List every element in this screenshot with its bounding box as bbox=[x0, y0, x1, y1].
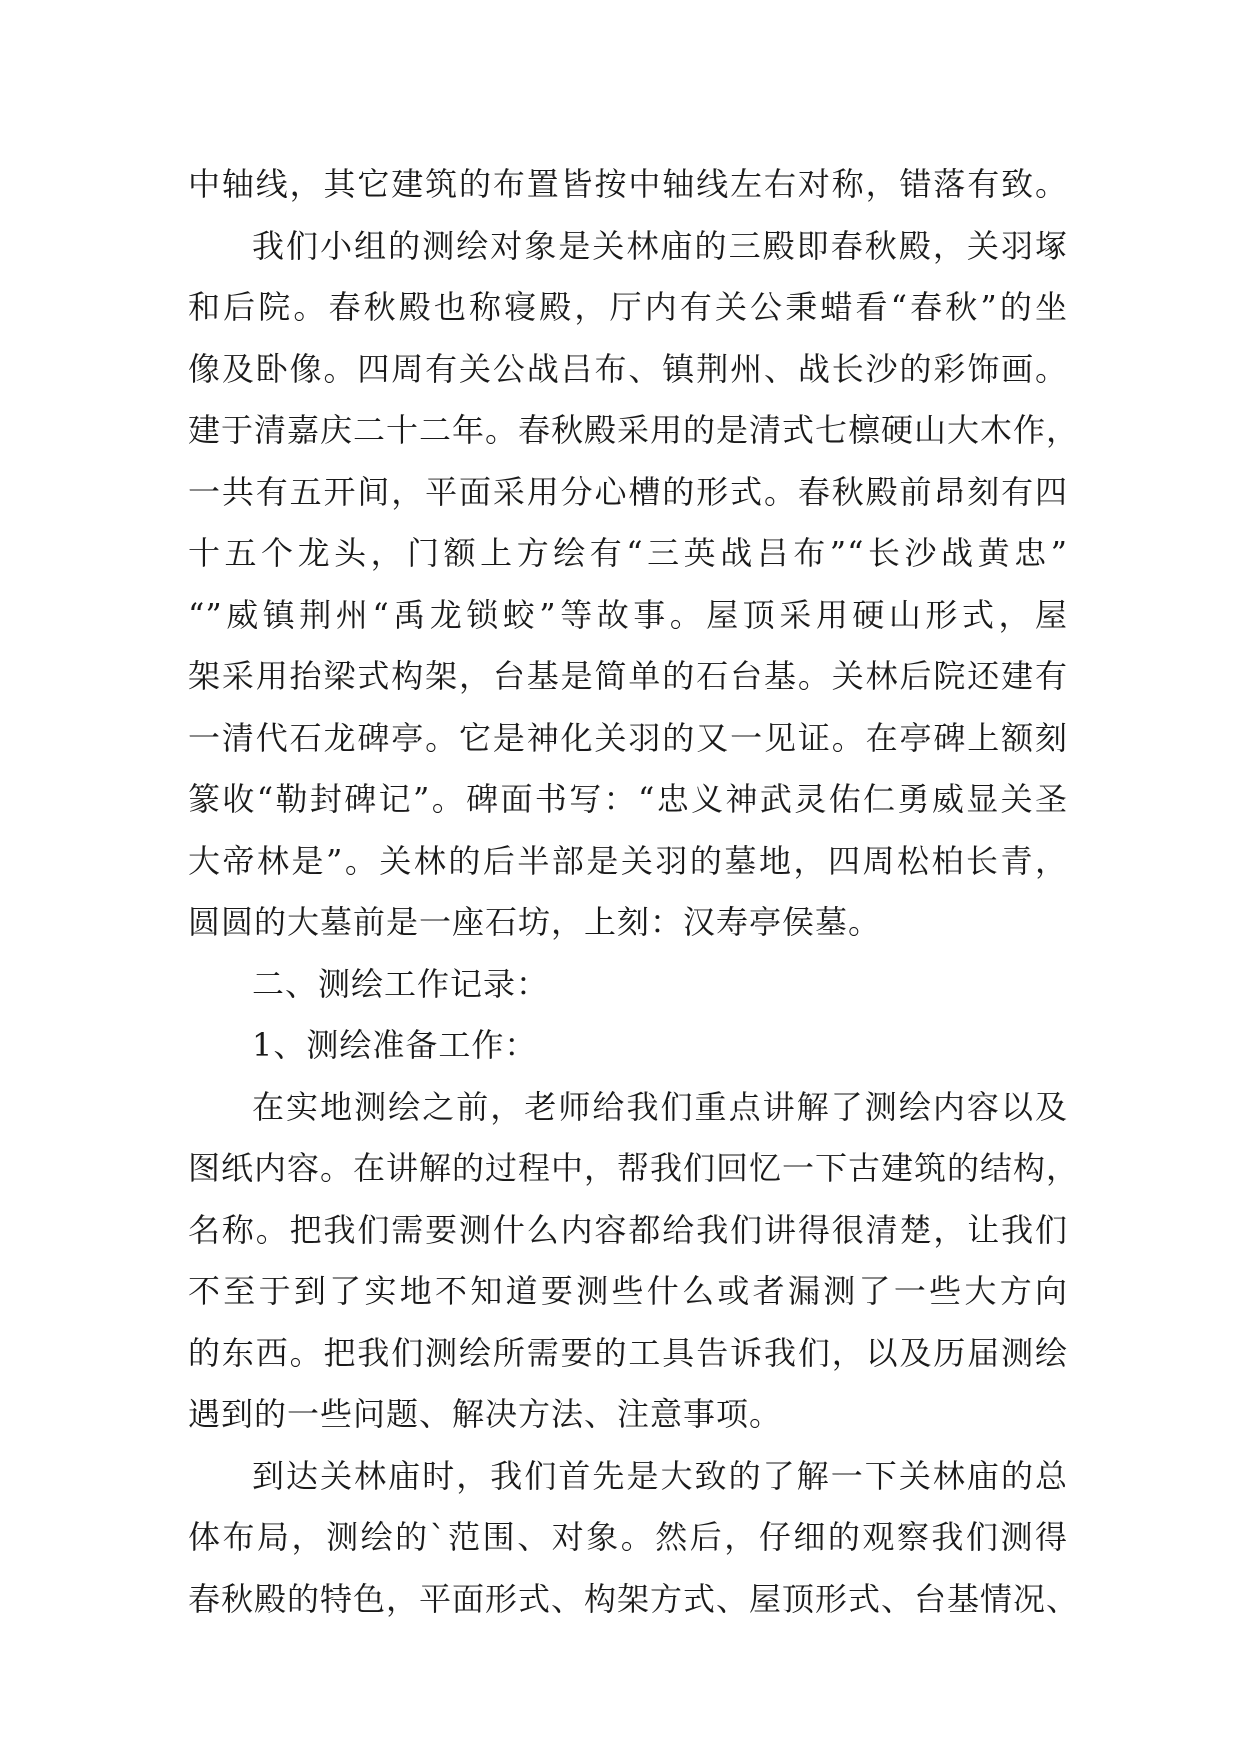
text-line: 一清代石龙碑亭。它是神化关羽的又一见证。在亭碑上额刻 bbox=[188, 718, 1068, 757]
text-line: 名称。把我们需要测什么内容都给我们讲得很清楚，让我们 bbox=[188, 1210, 1068, 1249]
text-line: 体布局，测绘的`范围、对象。然后，仔细的观察我们测得 bbox=[188, 1518, 1068, 1556]
text-line: 一共有五开间，平面采用分心槽的形式。春秋殿前昂刻有四 bbox=[188, 472, 1068, 511]
text-line: 篆收“勒封碑记”。碑面书写：“忠义神武灵佑仁勇威显关圣 bbox=[188, 780, 1068, 818]
text-line: “”威镇荆州“禹龙锁蛟”等故事。屋顶采用硬山形式，屋 bbox=[188, 595, 1068, 634]
section-heading: 二、测绘工作记录： bbox=[252, 964, 550, 1003]
text-line: 大帝林是”。关林的后半部是关羽的墓地，四周松柏长青， bbox=[188, 841, 1068, 880]
text-line: 我们小组的测绘对象是关林庙的三殿即春秋殿，关羽塚 bbox=[252, 226, 1068, 265]
text-line: 不至于到了实地不知道要测些什么或者漏测了一些大方向 bbox=[188, 1272, 1068, 1310]
text-line: 和后院。春秋殿也称寝殿，厅内有关公秉蜡看“春秋”的坐 bbox=[188, 288, 1068, 326]
text-line: 遇到的一些问题、解决方法、注意事项。 bbox=[188, 1395, 783, 1433]
text-line: 图纸内容。在讲解的过程中，帮我们回忆一下古建筑的结构， bbox=[188, 1149, 1080, 1187]
text-line: 春秋殿的特色，平面形式、构架方式、屋顶形式、台基情况、 bbox=[188, 1579, 1080, 1618]
subsection-heading: 1、测绘准备工作： bbox=[252, 1026, 538, 1064]
text-line: 圆圆的大墓前是一座石坊，上刻：汉寿亭侯墓。 bbox=[188, 903, 882, 941]
text-line: 中轴线，其它建筑的布置皆按中轴线左右对称，错落有致。 bbox=[188, 165, 1068, 203]
text-line: 在实地测绘之前，老师给我们重点讲解了测绘内容以及 bbox=[252, 1087, 1068, 1126]
text-line: 到达关林庙时，我们首先是大致的了解一下关林庙的总 bbox=[252, 1456, 1068, 1495]
text-line: 建于清嘉庆二十二年。春秋殿采用的是清式七檩硬山大木作， bbox=[188, 411, 1080, 449]
text-line: 像及卧像。四周有关公战吕布、镇荆州、战长沙的彩饰画。 bbox=[188, 349, 1068, 388]
text-line: 架采用抬梁式构架，台基是简单的石台基。关林后院还建有 bbox=[188, 657, 1068, 695]
text-line: 十五个龙头，门额上方绘有“三英战吕布”“长沙战黄忠” bbox=[188, 534, 1068, 572]
text-line: 的东西。把我们测绘所需要的工具告诉我们，以及历届测绘 bbox=[188, 1333, 1068, 1372]
body-text bbox=[188, 154, 1080, 1630]
